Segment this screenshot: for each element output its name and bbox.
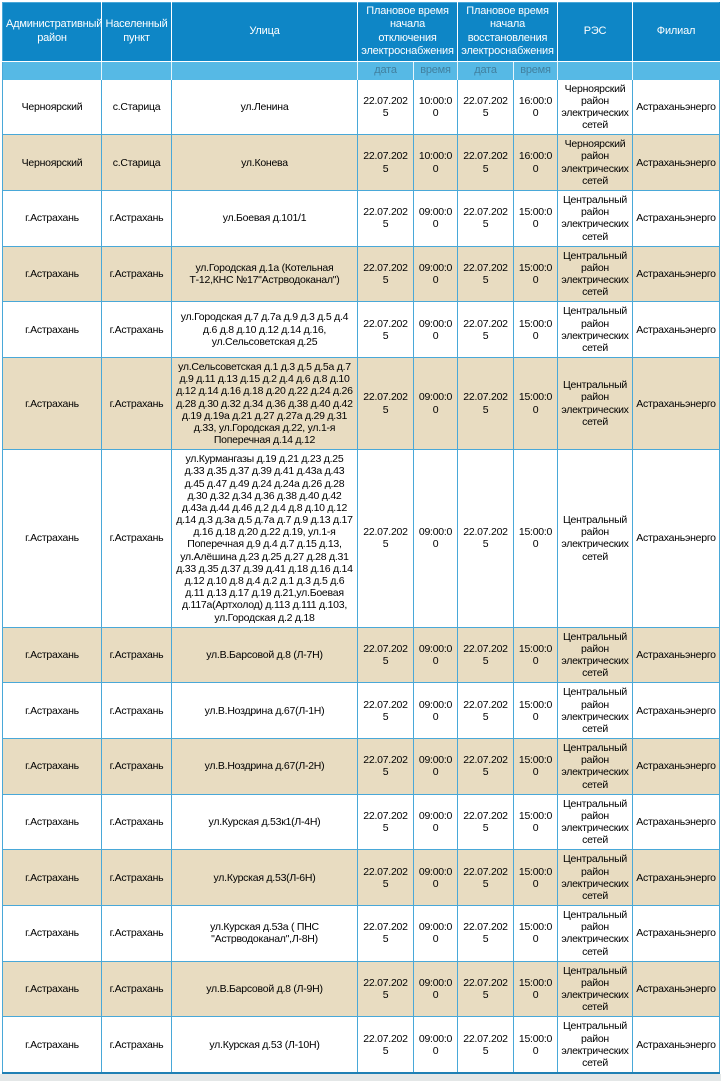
cell-outage-time: 09:00:00 bbox=[414, 794, 458, 850]
table-header bbox=[3, 3, 720, 80]
cell-res: Черноярский район электрических сетей bbox=[558, 80, 633, 135]
subheader-empty-res bbox=[558, 61, 633, 80]
cell-restore-date: 22.07.2025 bbox=[458, 246, 514, 302]
cell-res: Центральный район электрических сетей bbox=[558, 850, 633, 906]
cell-outage-time: 09:00:00 bbox=[414, 683, 458, 739]
header-branch: Филиал bbox=[633, 3, 720, 62]
cell-district: Черноярский bbox=[3, 135, 102, 191]
cell-outage-date: 22.07.2025 bbox=[358, 450, 414, 627]
cell-restore-time: 15:00:00 bbox=[514, 450, 558, 627]
cell-outage-time: 10:00:00 bbox=[414, 80, 458, 135]
cell-restore-time: 15:00:00 bbox=[514, 739, 558, 795]
cell-settlement: с.Старица bbox=[102, 80, 172, 135]
cell-branch: Астраханьэнерго bbox=[633, 358, 720, 450]
cell-outage-time: 09:00:00 bbox=[414, 450, 458, 627]
cell-branch: Астраханьэнерго bbox=[633, 683, 720, 739]
cell-street: ул.Боевая д.101/1 bbox=[172, 191, 358, 247]
cell-settlement: г.Астрахань bbox=[102, 450, 172, 627]
header-street: Улица bbox=[172, 3, 358, 62]
cell-restore-time: 15:00:00 bbox=[514, 850, 558, 906]
subheader-empty-street bbox=[172, 61, 358, 80]
cell-outage-time: 09:00:00 bbox=[414, 627, 458, 683]
cell-restore-date: 22.07.2025 bbox=[458, 302, 514, 358]
cell-outage-time: 09:00:00 bbox=[414, 961, 458, 1017]
cell-outage-date: 22.07.2025 bbox=[358, 627, 414, 683]
cell-branch: Астраханьэнерго bbox=[633, 80, 720, 135]
header-row bbox=[3, 3, 720, 62]
cell-outage-date: 22.07.2025 bbox=[358, 961, 414, 1017]
subheader-empty-branch bbox=[633, 61, 720, 80]
cell-settlement: г.Астрахань bbox=[102, 906, 172, 962]
table-row bbox=[3, 246, 720, 302]
cell-restore-time: 15:00:00 bbox=[514, 191, 558, 247]
cell-street: ул.Конева bbox=[172, 135, 358, 191]
cell-street: ул.В.Барсовой д.8 (Л-9Н) bbox=[172, 961, 358, 1017]
cell-res: Центральный район электрических сетей bbox=[558, 739, 633, 795]
header-res: РЭС bbox=[558, 3, 633, 62]
cell-restore-time: 15:00:00 bbox=[514, 246, 558, 302]
table-row bbox=[3, 302, 720, 358]
cell-district: г.Астрахань bbox=[3, 191, 102, 247]
cell-outage-date: 22.07.2025 bbox=[358, 135, 414, 191]
table-row bbox=[3, 739, 720, 795]
cell-restore-date: 22.07.2025 bbox=[458, 191, 514, 247]
cell-outage-date: 22.07.2025 bbox=[358, 80, 414, 135]
cell-restore-time: 15:00:00 bbox=[514, 302, 558, 358]
table-row bbox=[3, 961, 720, 1017]
cell-settlement: г.Астрахань bbox=[102, 850, 172, 906]
cell-outage-date: 22.07.2025 bbox=[358, 302, 414, 358]
cell-outage-date: 22.07.2025 bbox=[358, 191, 414, 247]
cell-outage-date: 22.07.2025 bbox=[358, 906, 414, 962]
subheader-empty-district bbox=[3, 61, 102, 80]
cell-street: ул.Курская д.53к1(Л-4Н) bbox=[172, 794, 358, 850]
cell-street: ул.Курмангазы д.19 д.21 д.23 д.25 д.33 д.35 д.37 д.39 д.41 д.43а д.43 д.45 д.47 д.49 д.24 д.24а д.26 д.28 д.30 д.32 д.34 д.36 д.38 д.40 д.42 д.43а д.44 д.46 д.2 д.4 д.8 д.10 д.12 д.14 д.3 д.3а д.5 д.7а д.7 д.9 д.13 д.17 д.16 д.18 д.20 д.22 д.19, ул.1-я Поперечная д.9 д.4 д.7 д.15 д.13, ул.Алёшина д.23 д.25 д.27 д.28 д.31 д.33 д.35 д.37 д.39 д.41 д.18 д.16 д.14 д.12 д.10 д.8 д.4 д.2 д.1 д.3 д.5 д.6 д.11 д.13 д.17 д.19 д.21,ул.Боевая д.117а(Артхолод) д.113 д.111 д.103, ул.Городская д.2 д.18 bbox=[172, 450, 358, 627]
header-restore-start: Плановое время начала восстановления электроснабжения bbox=[458, 3, 558, 62]
cell-restore-date: 22.07.2025 bbox=[458, 906, 514, 962]
cell-street: ул.В.Барсовой д.8 (Л-7Н) bbox=[172, 627, 358, 683]
cell-district: г.Астрахань bbox=[3, 739, 102, 795]
cell-settlement: г.Астрахань bbox=[102, 683, 172, 739]
cell-restore-date: 22.07.2025 bbox=[458, 627, 514, 683]
cell-street: ул.Городская д.7 д.7а д.9 д.3 д.5 д.4 д.6 д.8 д.10 д.12 д.14 д.16, ул.Сельсоветская д.25 bbox=[172, 302, 358, 358]
cell-outage-time: 09:00:00 bbox=[414, 246, 458, 302]
cell-res: Центральный район электрических сетей bbox=[558, 794, 633, 850]
cell-branch: Астраханьэнерго bbox=[633, 906, 720, 962]
table-row bbox=[3, 135, 720, 191]
cell-outage-time: 09:00:00 bbox=[414, 906, 458, 962]
cell-street: ул.В.Ноздрина д.67(Л-2Н) bbox=[172, 739, 358, 795]
cell-settlement: г.Астрахань bbox=[102, 794, 172, 850]
cell-restore-date: 22.07.2025 bbox=[458, 683, 514, 739]
cell-restore-date: 22.07.2025 bbox=[458, 850, 514, 906]
subheader-off-date: дата bbox=[358, 61, 414, 80]
cell-street: ул.Ленина bbox=[172, 80, 358, 135]
cell-settlement: г.Астрахань bbox=[102, 246, 172, 302]
cell-street: ул.Курская д.53(Л-6Н) bbox=[172, 850, 358, 906]
cell-restore-date: 22.07.2025 bbox=[458, 739, 514, 795]
cell-district: г.Астрахань bbox=[3, 794, 102, 850]
cell-district: г.Астрахань bbox=[3, 358, 102, 450]
cell-outage-time: 10:00:00 bbox=[414, 135, 458, 191]
cell-district: г.Астрахань bbox=[3, 906, 102, 962]
cell-res: Центральный район электрических сетей bbox=[558, 191, 633, 247]
cell-outage-date: 22.07.2025 bbox=[358, 794, 414, 850]
cell-district: г.Астрахань bbox=[3, 246, 102, 302]
cell-street: ул.Городская д.1а (Котельная Т-12,КНС №17"Астрводоканал") bbox=[172, 246, 358, 302]
cell-outage-time: 09:00:00 bbox=[414, 850, 458, 906]
cell-restore-date: 22.07.2025 bbox=[458, 80, 514, 135]
cell-res: Центральный район электрических сетей bbox=[558, 683, 633, 739]
cell-district: г.Астрахань bbox=[3, 961, 102, 1017]
cell-res: Центральный район электрических сетей bbox=[558, 246, 633, 302]
header-district: Административный район bbox=[3, 3, 102, 62]
cell-district: г.Астрахань bbox=[3, 627, 102, 683]
cell-branch: Астраханьэнерго bbox=[633, 794, 720, 850]
cell-res: Центральный район электрических сетей bbox=[558, 961, 633, 1017]
cell-res: Центральный район электрических сетей bbox=[558, 358, 633, 450]
cell-outage-time: 09:00:00 bbox=[414, 1017, 458, 1073]
subheader-on-time: время bbox=[514, 61, 558, 80]
cell-outage-time: 09:00:00 bbox=[414, 358, 458, 450]
cell-settlement: г.Астрахань bbox=[102, 1017, 172, 1073]
cell-outage-date: 22.07.2025 bbox=[358, 683, 414, 739]
cell-res: Центральный район электрических сетей bbox=[558, 302, 633, 358]
cell-outage-time: 09:00:00 bbox=[414, 302, 458, 358]
header-settlement: Населенный пункт bbox=[102, 3, 172, 62]
cell-restore-time: 15:00:00 bbox=[514, 906, 558, 962]
cell-restore-time: 15:00:00 bbox=[514, 1017, 558, 1073]
table-body bbox=[3, 80, 720, 1074]
cell-res: Центральный район электрических сетей bbox=[558, 450, 633, 627]
table-row bbox=[3, 80, 720, 135]
cell-restore-time: 15:00:00 bbox=[514, 961, 558, 1017]
cell-district: г.Астрахань bbox=[3, 450, 102, 627]
cell-restore-date: 22.07.2025 bbox=[458, 135, 514, 191]
cell-settlement: г.Астрахань bbox=[102, 191, 172, 247]
cell-restore-time: 16:00:00 bbox=[514, 80, 558, 135]
cell-outage-date: 22.07.2025 bbox=[358, 246, 414, 302]
cell-branch: Астраханьэнерго bbox=[633, 627, 720, 683]
cell-branch: Астраханьэнерго bbox=[633, 739, 720, 795]
cell-outage-time: 09:00:00 bbox=[414, 739, 458, 795]
cell-branch: Астраханьэнерго bbox=[633, 135, 720, 191]
cell-settlement: г.Астрахань bbox=[102, 627, 172, 683]
cell-settlement: с.Старица bbox=[102, 135, 172, 191]
table-row bbox=[3, 627, 720, 683]
cell-outage-time: 09:00:00 bbox=[414, 191, 458, 247]
cell-settlement: г.Астрахань bbox=[102, 358, 172, 450]
cell-street: ул.Курская д.53а ( ПНС "Астрводоканал",Л-8Н) bbox=[172, 906, 358, 962]
cell-restore-date: 22.07.2025 bbox=[458, 450, 514, 627]
cell-restore-date: 22.07.2025 bbox=[458, 961, 514, 1017]
cell-restore-date: 22.07.2025 bbox=[458, 794, 514, 850]
cell-district: г.Астрахань bbox=[3, 302, 102, 358]
page-bottom-strip bbox=[0, 1074, 721, 1081]
table-row bbox=[3, 850, 720, 906]
cell-settlement: г.Астрахань bbox=[102, 961, 172, 1017]
cell-outage-date: 22.07.2025 bbox=[358, 850, 414, 906]
cell-outage-date: 22.07.2025 bbox=[358, 358, 414, 450]
cell-street: ул.Курская д.53 (Л-10Н) bbox=[172, 1017, 358, 1073]
cell-branch: Астраханьэнерго bbox=[633, 191, 720, 247]
header-outage-start: Плановое время начала отключения электроснабжения bbox=[358, 3, 458, 62]
cell-res: Центральный район электрических сетей bbox=[558, 1017, 633, 1073]
subheader-row bbox=[3, 61, 720, 80]
cell-outage-date: 22.07.2025 bbox=[358, 1017, 414, 1073]
cell-street: ул.В.Ноздрина д.67(Л-1Н) bbox=[172, 683, 358, 739]
cell-restore-date: 22.07.2025 bbox=[458, 358, 514, 450]
cell-restore-time: 16:00:00 bbox=[514, 135, 558, 191]
table-row bbox=[3, 450, 720, 627]
cell-branch: Астраханьэнерго bbox=[633, 961, 720, 1017]
table-row bbox=[3, 1017, 720, 1073]
cell-branch: Астраханьэнерго bbox=[633, 246, 720, 302]
cell-district: г.Астрахань bbox=[3, 1017, 102, 1073]
cell-restore-time: 15:00:00 bbox=[514, 358, 558, 450]
subheader-empty-settlement bbox=[102, 61, 172, 80]
table-row bbox=[3, 358, 720, 450]
cell-res: Черноярский район электрических сетей bbox=[558, 135, 633, 191]
subheader-on-date: дата bbox=[458, 61, 514, 80]
cell-branch: Астраханьэнерго bbox=[633, 850, 720, 906]
subheader-off-time: время bbox=[414, 61, 458, 80]
cell-street: ул.Сельсоветская д.1 д.3 д.5 д.5а д.7 д.9 д.11 д.13 д.15 д.2 д.4 д.6 д.8 д.10 д.12 д.14 д.16 д.18 д.20 д.22 д.24 д.26 д.28 д.30 д.32 д.34 д.36 д.38 д.40 д.42 д.19 д.19а д.21 д.27 д.27а д.29 д.31 д.33, ул.Городская д.22, ул.1-я Поперечная д.14 д.12 bbox=[172, 358, 358, 450]
table-row bbox=[3, 683, 720, 739]
table-row bbox=[3, 794, 720, 850]
cell-district: г.Астрахань bbox=[3, 683, 102, 739]
cell-branch: Астраханьэнерго bbox=[633, 302, 720, 358]
cell-res: Центральный район электрических сетей bbox=[558, 627, 633, 683]
table-row bbox=[3, 191, 720, 247]
cell-district: г.Астрахань bbox=[3, 850, 102, 906]
cell-restore-time: 15:00:00 bbox=[514, 627, 558, 683]
cell-outage-date: 22.07.2025 bbox=[358, 739, 414, 795]
cell-branch: Астраханьэнерго bbox=[633, 1017, 720, 1073]
cell-restore-date: 22.07.2025 bbox=[458, 1017, 514, 1073]
cell-res: Центральный район электрических сетей bbox=[558, 906, 633, 962]
cell-restore-time: 15:00:00 bbox=[514, 794, 558, 850]
outage-table bbox=[2, 2, 720, 1074]
cell-settlement: г.Астрахань bbox=[102, 739, 172, 795]
cell-district: Черноярский bbox=[3, 80, 102, 135]
cell-settlement: г.Астрахань bbox=[102, 302, 172, 358]
cell-branch: Астраханьэнерго bbox=[633, 450, 720, 627]
cell-restore-time: 15:00:00 bbox=[514, 683, 558, 739]
